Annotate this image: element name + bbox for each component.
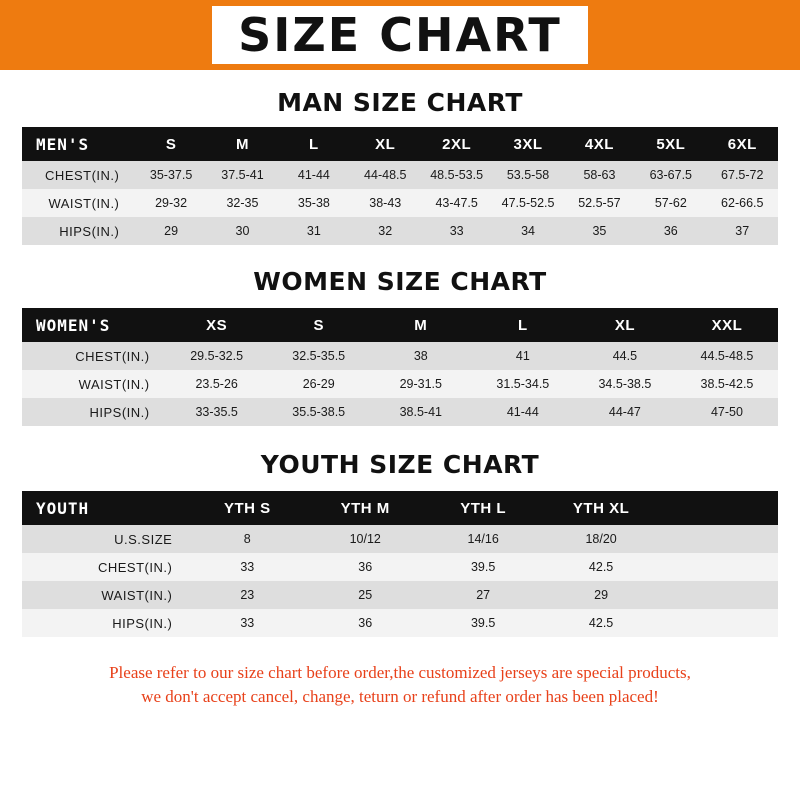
- cell: 26-29: [268, 370, 370, 398]
- cell: 38.5-42.5: [676, 370, 778, 398]
- row-label: WAIST(IN.): [22, 189, 135, 217]
- row-label: HIPS(IN.): [22, 609, 188, 637]
- cell: 36: [306, 609, 424, 637]
- women-header-xs: XS: [166, 308, 268, 342]
- cell: 29: [135, 217, 206, 245]
- men-header-5xl: 5XL: [635, 127, 706, 161]
- youth-header-s: YTH S: [188, 491, 306, 525]
- policy-note: [22, 655, 778, 709]
- cell-spacer: [660, 609, 778, 637]
- cell: 43-47.5: [421, 189, 492, 217]
- page-title: SIZE CHART: [212, 6, 588, 64]
- youth-section-title: YOUTH SIZE CHART: [260, 450, 540, 479]
- cell: 36: [635, 217, 706, 245]
- women-section-title: WOMEN SIZE CHART: [253, 267, 547, 296]
- youth-header-label: YOUTH: [22, 491, 188, 525]
- table-row: [22, 553, 778, 581]
- table-row: [22, 189, 778, 217]
- cell: 38: [370, 342, 472, 370]
- cell: 63-67.5: [635, 161, 706, 189]
- men-header-4xl: 4XL: [564, 127, 635, 161]
- youth-header-m: YTH M: [306, 491, 424, 525]
- table-row: [22, 161, 778, 189]
- table-header-row: [22, 308, 778, 342]
- men-header-xl: XL: [350, 127, 421, 161]
- cell: 42.5: [542, 553, 660, 581]
- cell: 36: [306, 553, 424, 581]
- cell: 44.5: [574, 342, 676, 370]
- cell: 37: [707, 217, 778, 245]
- table-row: [22, 609, 778, 637]
- table-header-row: [22, 491, 778, 525]
- cell: 67.5-72: [707, 161, 778, 189]
- youth-size-table: [22, 491, 778, 637]
- cell: 48.5-53.5: [421, 161, 492, 189]
- cell: 32-35: [207, 189, 278, 217]
- cell: 41-44: [278, 161, 349, 189]
- table-row: [22, 342, 778, 370]
- cell: 29: [542, 581, 660, 609]
- row-label: HIPS(IN.): [22, 398, 166, 426]
- cell: 33: [188, 553, 306, 581]
- cell: 44.5-48.5: [676, 342, 778, 370]
- policy-note-line-2: we don't accept cancel, change, teturn or refund after order has been placed!: [141, 687, 659, 706]
- row-label: CHEST(IN.): [22, 553, 188, 581]
- cell: 29.5-32.5: [166, 342, 268, 370]
- cell: 53.5-58: [492, 161, 563, 189]
- cell: 29-32: [135, 189, 206, 217]
- cell: 25: [306, 581, 424, 609]
- cell: 35: [564, 217, 635, 245]
- row-label: CHEST(IN.): [22, 342, 166, 370]
- cell: 33: [188, 609, 306, 637]
- cell: 39.5: [424, 609, 542, 637]
- row-label: WAIST(IN.): [22, 370, 166, 398]
- women-header-xl: XL: [574, 308, 676, 342]
- cell: 41: [472, 342, 574, 370]
- women-header-xxl: XXL: [676, 308, 778, 342]
- women-header-label: WOMEN'S: [22, 308, 166, 342]
- cell: 33: [421, 217, 492, 245]
- cell: 35-38: [278, 189, 349, 217]
- cell: 14/16: [424, 525, 542, 553]
- table-row: [22, 581, 778, 609]
- cell: 29-31.5: [370, 370, 472, 398]
- cell: 52.5-57: [564, 189, 635, 217]
- cell: 44-48.5: [350, 161, 421, 189]
- cell: 31.5-34.5: [472, 370, 574, 398]
- row-label: U.S.SIZE: [22, 525, 188, 553]
- cell: 27: [424, 581, 542, 609]
- cell: 47.5-52.5: [492, 189, 563, 217]
- table-header-row: [22, 127, 778, 161]
- women-header-s: S: [268, 308, 370, 342]
- women-header-m: M: [370, 308, 472, 342]
- men-header-label: MEN'S: [22, 127, 135, 161]
- cell: 58-63: [564, 161, 635, 189]
- cell: 31: [278, 217, 349, 245]
- cell-spacer: [660, 525, 778, 553]
- cell: 39.5: [424, 553, 542, 581]
- cell: 30: [207, 217, 278, 245]
- row-label: CHEST(IN.): [22, 161, 135, 189]
- cell: 8: [188, 525, 306, 553]
- cell: 32: [350, 217, 421, 245]
- men-header-l: L: [278, 127, 349, 161]
- cell-spacer: [660, 553, 778, 581]
- men-header-2xl: 2XL: [421, 127, 492, 161]
- men-header-6xl: 6XL: [707, 127, 778, 161]
- row-label: HIPS(IN.): [22, 217, 135, 245]
- table-row: [22, 398, 778, 426]
- cell: 57-62: [635, 189, 706, 217]
- women-size-table: [22, 308, 778, 426]
- women-header-l: L: [472, 308, 574, 342]
- cell: 10/12: [306, 525, 424, 553]
- table-row: [22, 370, 778, 398]
- cell: 38-43: [350, 189, 421, 217]
- policy-note-line-1: Please refer to our size chart before order,the customized jerseys are special products,: [109, 663, 691, 682]
- cell: 34: [492, 217, 563, 245]
- cell-spacer: [660, 581, 778, 609]
- youth-header-spacer: [660, 491, 778, 525]
- men-header-m: M: [207, 127, 278, 161]
- cell: 62-66.5: [707, 189, 778, 217]
- cell: 18/20: [542, 525, 660, 553]
- cell: 41-44: [472, 398, 574, 426]
- charts-content: [0, 70, 800, 800]
- men-section-title: MAN SIZE CHART: [277, 88, 523, 117]
- youth-header-l: YTH L: [424, 491, 542, 525]
- men-header-s: S: [135, 127, 206, 161]
- table-row: [22, 217, 778, 245]
- cell: 33-35.5: [166, 398, 268, 426]
- cell: 34.5-38.5: [574, 370, 676, 398]
- cell: 38.5-41: [370, 398, 472, 426]
- cell: 23.5-26: [166, 370, 268, 398]
- cell: 35.5-38.5: [268, 398, 370, 426]
- table-row: [22, 525, 778, 553]
- cell: 23: [188, 581, 306, 609]
- page-banner: [0, 0, 800, 70]
- cell: 35-37.5: [135, 161, 206, 189]
- men-size-table: [22, 127, 778, 245]
- cell: 44-47: [574, 398, 676, 426]
- cell: 32.5-35.5: [268, 342, 370, 370]
- cell: 37.5-41: [207, 161, 278, 189]
- row-label: WAIST(IN.): [22, 581, 188, 609]
- cell: 47-50: [676, 398, 778, 426]
- men-header-3xl: 3XL: [492, 127, 563, 161]
- youth-header-xl: YTH XL: [542, 491, 660, 525]
- cell: 42.5: [542, 609, 660, 637]
